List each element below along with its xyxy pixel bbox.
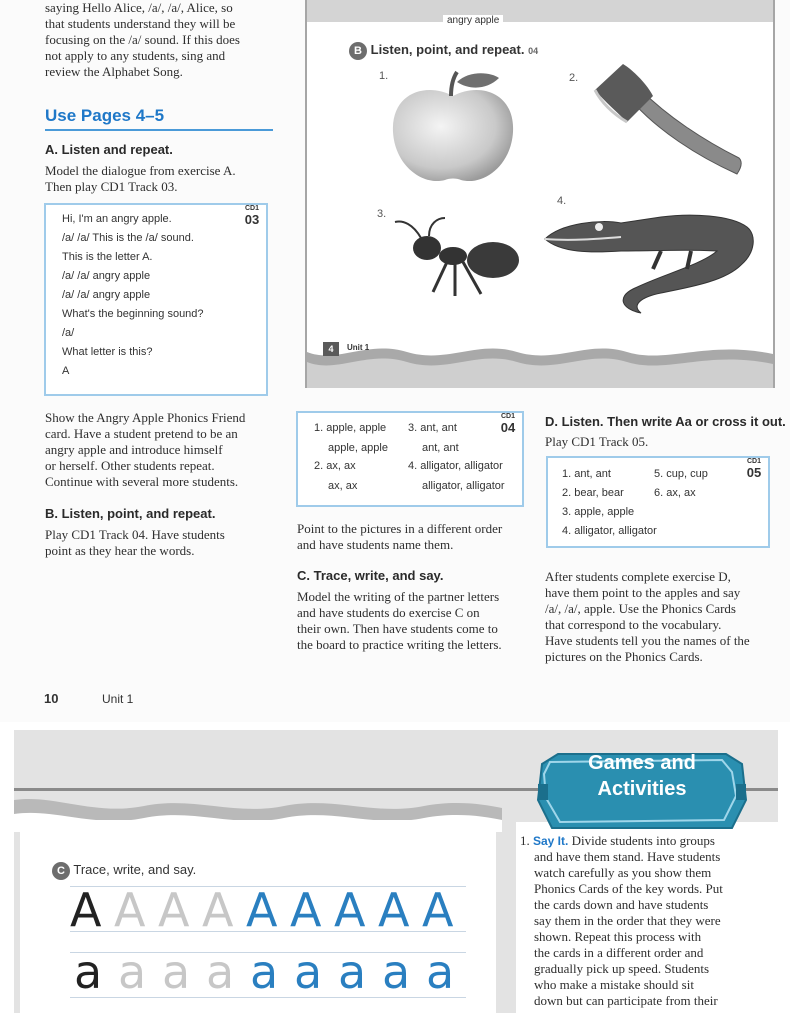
after-line: pictures on the Phonics Cards. bbox=[545, 649, 703, 664]
apple-icon bbox=[387, 70, 519, 188]
trace-letter: A bbox=[158, 883, 190, 937]
track-item: 2. ax, ax bbox=[314, 460, 356, 472]
track-item: alligator, alligator bbox=[422, 480, 505, 492]
after-line: /a/, /a/, apple. Use the Phonics Cards bbox=[545, 601, 736, 616]
model-letter: A bbox=[70, 883, 102, 937]
section-c-line: Model the writing of the partner letters bbox=[297, 589, 500, 604]
intro-line: not apply to any students, sing and bbox=[45, 48, 226, 63]
model-letter: a bbox=[74, 945, 103, 999]
exercise-c-header bbox=[52, 862, 196, 880]
exercise-b-badge: B bbox=[349, 42, 367, 60]
lower-page bbox=[14, 730, 778, 1013]
section-b-title: B. Listen, point, and repeat. bbox=[45, 506, 216, 521]
track-item: apple, apple bbox=[328, 442, 388, 454]
cd-track-label bbox=[496, 413, 520, 435]
badge-title bbox=[532, 750, 752, 802]
picture-number: 1. bbox=[379, 70, 389, 82]
cd-label: CD1 bbox=[500, 413, 515, 420]
intro-line: saying Hello Alice, /a/, /a/, Alice, so bbox=[45, 0, 233, 15]
trace-letter: A bbox=[202, 883, 234, 937]
trace-row-lowercase bbox=[70, 945, 466, 999]
track-line: /a/ /a/ angry apple bbox=[62, 289, 151, 301]
activity-line: down but can participate from their bbox=[534, 993, 718, 1008]
heading-rule bbox=[45, 129, 273, 131]
cd-track-label bbox=[240, 205, 264, 227]
after-line: Have students tell you the names of the bbox=[545, 633, 750, 648]
panel-unit-label: Unit 1 bbox=[347, 343, 370, 352]
track-item: ant, ant bbox=[422, 442, 459, 454]
activity-line: and have them stand. Have students bbox=[534, 849, 721, 864]
show-line: card. Have a student pretend to be an bbox=[45, 426, 238, 441]
track-04-box bbox=[296, 411, 524, 507]
section-c-line: the board to practice writing the letters. bbox=[297, 637, 502, 652]
activity-line: Divide students into groups bbox=[571, 833, 715, 848]
section-c-title: C. Trace, write, and say. bbox=[297, 568, 444, 583]
cd-number: 05 bbox=[746, 465, 762, 480]
track-line: What's the beginning sound? bbox=[62, 308, 204, 320]
exercise-c-title: Trace, write, and say. bbox=[73, 862, 197, 877]
written-letter: a bbox=[338, 945, 367, 999]
picture-number: 3. bbox=[377, 208, 387, 220]
intro-line: focusing on the /a/ sound. If this does bbox=[45, 32, 240, 47]
written-letter: A bbox=[378, 883, 410, 937]
student-book-panel bbox=[305, 0, 775, 388]
intro-line: that students understand they will be bbox=[45, 16, 236, 31]
section-d-title: D. Listen. Then write Aa or cross it out. bbox=[545, 414, 786, 429]
activity-line: watch carefully as you show them bbox=[534, 865, 712, 880]
exercise-b-header bbox=[349, 42, 538, 60]
ant-icon bbox=[393, 214, 543, 304]
after-line: that correspond to the vocabulary. bbox=[545, 617, 722, 632]
section-b-line: Play CD1 Track 04. Have students bbox=[45, 527, 225, 542]
section-a-line: Then play CD1 Track 03. bbox=[45, 179, 178, 194]
cd-label: CD1 bbox=[244, 205, 259, 212]
track-03-box bbox=[44, 203, 268, 396]
written-letter: A bbox=[334, 883, 366, 937]
activity-name: Say It. bbox=[533, 834, 569, 848]
track-item: 3. apple, apple bbox=[562, 506, 635, 518]
track-item: 6. ax, ax bbox=[654, 487, 696, 499]
panel-caption: angry apple bbox=[443, 15, 503, 26]
point-line: and have students name them. bbox=[297, 537, 454, 552]
exercise-b-title: Listen, point, and repeat. bbox=[370, 42, 525, 57]
written-letter: a bbox=[294, 945, 323, 999]
panel-wave-footer bbox=[307, 334, 773, 388]
trace-letter: a bbox=[162, 945, 191, 999]
page-number: 10 bbox=[44, 691, 59, 706]
track-line: /a/ /a/ angry apple bbox=[62, 270, 151, 282]
cd-number: 03 bbox=[244, 212, 260, 227]
cd-number: 04 bbox=[500, 420, 516, 435]
track-item: 2. bear, bear bbox=[562, 487, 624, 499]
track-item: 1. ant, ant bbox=[562, 468, 611, 480]
written-letter: a bbox=[382, 945, 411, 999]
activity-line: who make a mistake should sit bbox=[534, 977, 694, 992]
badge-line: Activities bbox=[597, 778, 687, 800]
track-line: Hi, I'm an angry apple. bbox=[62, 213, 172, 225]
track-item: 4. alligator, alligator bbox=[408, 460, 503, 472]
track-line: A bbox=[62, 365, 70, 377]
written-letter: A bbox=[422, 883, 454, 937]
track-item: 3. ant, ant bbox=[408, 422, 457, 434]
picture-number: 2. bbox=[569, 72, 579, 84]
section-heading: Use Pages 4–5 bbox=[45, 106, 165, 125]
picture-number: 4. bbox=[557, 195, 567, 207]
activity-line: Phonics Cards of the key words. Put bbox=[534, 881, 723, 896]
activity-line: shown. Repeat this process with bbox=[534, 929, 702, 944]
written-letter: A bbox=[290, 883, 322, 937]
cd-label: CD1 bbox=[746, 458, 761, 465]
after-line: have them point to the apples and say bbox=[545, 585, 741, 600]
panel-top-band bbox=[307, 0, 773, 22]
written-letter: a bbox=[250, 945, 279, 999]
activities-column bbox=[516, 822, 778, 1013]
track-item: 4. alligator, alligator bbox=[562, 525, 657, 537]
show-line: angry apple and introduce himself bbox=[45, 442, 223, 457]
unit-label: Unit 1 bbox=[102, 692, 134, 706]
activity-line: say them in the order that they were bbox=[534, 913, 721, 928]
track-line: /a/ /a/ This is the /a/ sound. bbox=[62, 232, 194, 244]
trace-letter: A bbox=[114, 883, 146, 937]
cd-track-label bbox=[742, 458, 766, 480]
activity-line: gradually pick up speed. Students bbox=[534, 961, 710, 976]
track-line: /a/ bbox=[62, 327, 75, 339]
track-line: What letter is this? bbox=[62, 346, 153, 358]
exercise-b-track: 04 bbox=[528, 46, 539, 56]
activity-number: 1. bbox=[520, 833, 530, 848]
show-line: or herself. Other students repeat. bbox=[45, 458, 215, 473]
section-a-title: A. Listen and repeat. bbox=[45, 142, 173, 157]
section-a-line: Model the dialogue from exercise A. bbox=[45, 163, 236, 178]
exercise-c-badge: C bbox=[52, 862, 70, 880]
section-d-body: Play CD1 Track 05. bbox=[545, 434, 649, 449]
panel-page-number: 4 bbox=[323, 342, 339, 356]
activity-line: the cards in a different order and bbox=[534, 945, 704, 960]
trace-row-uppercase bbox=[70, 883, 466, 937]
point-line: Point to the pictures in a different order bbox=[297, 521, 503, 536]
trace-letter: a bbox=[206, 945, 235, 999]
section-c-line: and have students do exercise C on bbox=[297, 605, 480, 620]
show-line: Continue with several more students. bbox=[45, 474, 239, 489]
activity-line: the cards down and have students bbox=[534, 897, 709, 912]
alligator-icon bbox=[541, 205, 773, 315]
trace-letter: a bbox=[118, 945, 147, 999]
section-b-line: point as they hear the words. bbox=[45, 543, 195, 558]
track-line: This is the letter A. bbox=[62, 251, 153, 263]
worksheet-panel bbox=[20, 820, 496, 1013]
track-item: 1. apple, apple bbox=[314, 422, 387, 434]
track-item: 5. cup, cup bbox=[654, 468, 708, 480]
section-c-line: their own. Then have students come to bbox=[297, 621, 498, 636]
badge-line: Games and bbox=[588, 752, 696, 774]
after-line: After students complete exercise D, bbox=[545, 569, 731, 584]
intro-line: review the Alphabet Song. bbox=[45, 64, 183, 79]
ax-icon bbox=[587, 60, 747, 180]
written-letter: a bbox=[426, 945, 455, 999]
track-item: ax, ax bbox=[328, 480, 358, 492]
written-letter: A bbox=[246, 883, 278, 937]
show-line: Show the Angry Apple Phonics Friend bbox=[45, 410, 246, 425]
track-05-box bbox=[546, 456, 770, 548]
